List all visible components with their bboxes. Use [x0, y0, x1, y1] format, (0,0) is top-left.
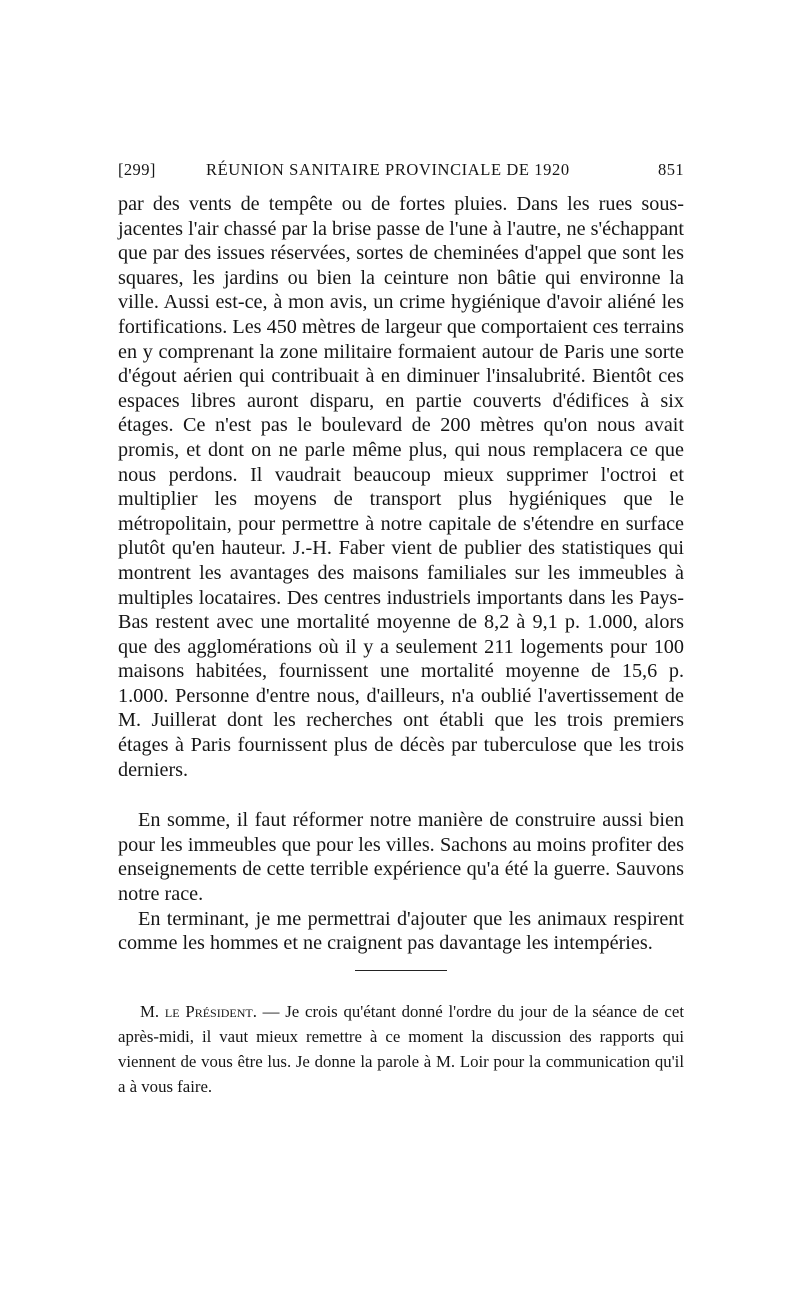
paragraph-1: par des vents de tempête ou de fortes pluies. Dans les rues sous-jacentes l'air chassé par la brise passe de l'une à l'autre, ne s'échappant que par des issues réservées, sortes de cheminées d'appel que sont les squares, les jardins ou bien la ceinture non bâtie qui environne la ville. Aussi est-ce, à mon avis, un crime hygiénique d'avoir aliéné les fortifications. Les 450 mètres de largeur que comportaient ces terrains en y comprenant la zone militaire formaient autour de Paris une sorte d'égout aérien qui contribuait à en diminuer l'insalubrité. Bientôt ces espaces libres auront disparu, en partie couverts d'édifices à six étages. Ce n'est pas le boulevard de 200 mètres qu'on nous avait promis, et dont on ne parle même plus, qui nous remplacera ce que nous perdons. Il vaudrait beaucoup mieux supprimer l'octroi et multiplier les moyens de transport plus hygiéniques que le métropolitain, pour permettre à notre capitale de s'étendre en surface plutôt qu'en hauteur. J.-H. Faber vient de publier des statistiques qui montrent les avantages des maisons familiales sur les immeubles à multiples locataires. Des centres industriels importants dans les Pays-Bas restent avec une mortalité moyenne de 8,2 à 9,1 p. 1.000, alors que des agglomérations où il y a seulement 211 logements pour 100 maisons habitées, fournissent une mortalité moyenne de 15,6 p. 1.000. Personne d'entre nous, d'ailleurs, n'a oublié l'avertissement de M. Juillerat dont les recherches ont établi que les trois premiers étages à Paris fournissent plus de décès par tuberculose que les trois derniers. [118, 193, 684, 781]
president-remark [118, 999, 684, 1099]
speaker-name: M. le Président. [140, 1001, 257, 1021]
body-text [118, 192, 684, 956]
president-remark-text: — Je crois qu'étant donné l'ordre du jour de la séance de cet après-midi, il vaut mieux remettre à ce moment la discussion des rapports qui viennent de vous être lus. Je donne la parole à M. Loir pour la communication qu'il a à vous faire. [118, 1001, 684, 1096]
section-divider [355, 970, 447, 971]
page-ref-left: [299] [118, 160, 156, 179]
paragraph-2: En somme, il faut réformer notre manière de construire aussi bien pour les immeubles que pour les villes. Sachons au moins profiter des enseignements de cette terrible expérience qu'a été la guerre. Sauvons notre race. [118, 809, 684, 906]
running-title: RÉUNION SANITAIRE PROVINCIALE DE 1920 [206, 160, 570, 179]
running-header [118, 150, 684, 178]
page-number: 851 [658, 160, 684, 179]
paragraph-3: En terminant, je me permettrai d'ajouter que les animaux respirent comme les hommes et ne craignent pas davantage les intempéries. [118, 907, 684, 955]
page [118, 150, 684, 1116]
